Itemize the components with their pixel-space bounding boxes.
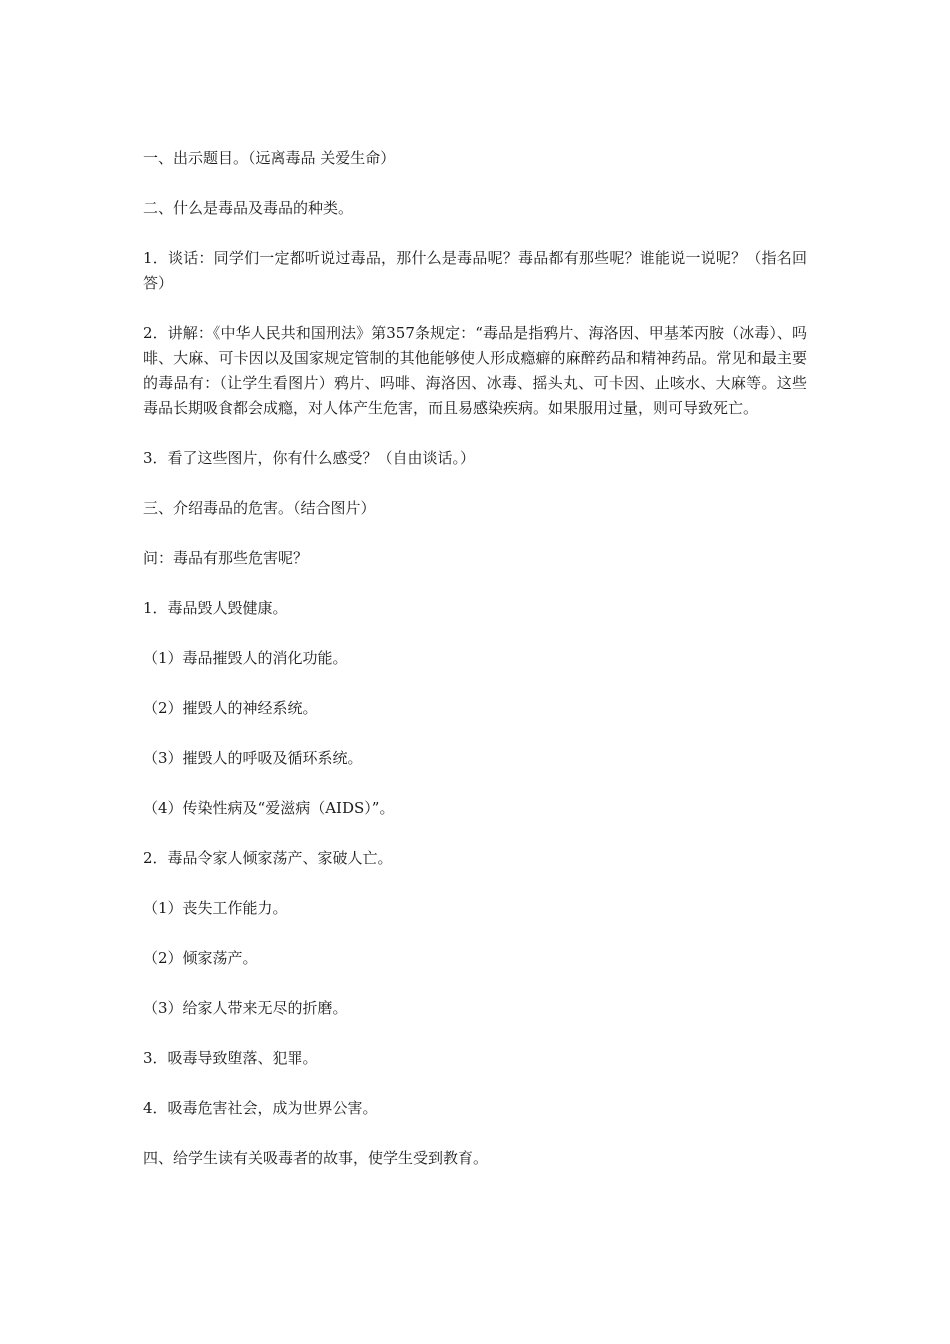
- list-item-harm-3: 3．吸毒导致堕落、犯罪。: [143, 1049, 318, 1067]
- list-item-harm-4: 4．吸毒危害社会，成为世界公害。: [143, 1099, 378, 1117]
- document-body: [143, 146, 807, 1196]
- paragraph-explanation: 2．讲解：《中华人民共和国刑法》第357条规定：“毒品是指鸦片、海洛因、甲基苯丙胺（冰毒）、吗啡、大麻、可卡因以及国家规定管制的其他能够使人形成瘾癖的麻醉药品和精神药品。常见和最主要的毒品有：（让学生看图片）鸦片、吗啡、海洛因、冰毒、摇头丸、可卡因、止咳水、大麻等。这些毒品长期吸食都会成瘾，对人体产生危害，而且易感染疾病。如果服用过量，则可导致死亡。: [143, 324, 807, 417]
- list-item-harm-2: 2．毒品令家人倾家荡产、家破人亡。: [143, 849, 393, 867]
- paragraph-feelings: 3．看了这些图片，你有什么感受？（自由谈话。）: [143, 449, 476, 467]
- list-subitem-1-2: （2）摧毁人的神经系统。: [143, 699, 318, 717]
- list-subitem-1-1: （1）毒品摧毁人的消化功能。: [143, 649, 348, 667]
- list-item-harm-1: 1．毒品毁人毁健康。: [143, 599, 288, 617]
- list-subitem-2-1: （1）丧失工作能力。: [143, 899, 288, 917]
- list-subitem-1-4: （4）传染性病及“爱滋病（AIDS）”。: [143, 799, 395, 817]
- heading-section-2: 二、什么是毒品及毒品的种类。: [143, 199, 354, 217]
- list-subitem-2-3: （3）给家人带来无尽的折磨。: [143, 999, 348, 1017]
- list-subitem-2-2: （2）倾家荡产。: [143, 949, 258, 967]
- heading-section-1: 一、出示题目。（远离毒品 关爱生命）: [143, 149, 396, 167]
- heading-section-4: 四、给学生读有关吸毒者的故事，使学生受到教育。: [143, 1149, 489, 1167]
- heading-section-3: 三、介绍毒品的危害。（结合图片）: [143, 499, 376, 517]
- paragraph-talk: 1．谈话：同学们一定都听说过毒品，那什么是毒品呢？毒品都有那些呢？谁能说一说呢？（指名回答）: [143, 249, 807, 292]
- paragraph-question: 问：毒品有那些危害呢？: [143, 549, 309, 567]
- list-subitem-1-3: （3）摧毁人的呼吸及循环系统。: [143, 749, 363, 767]
